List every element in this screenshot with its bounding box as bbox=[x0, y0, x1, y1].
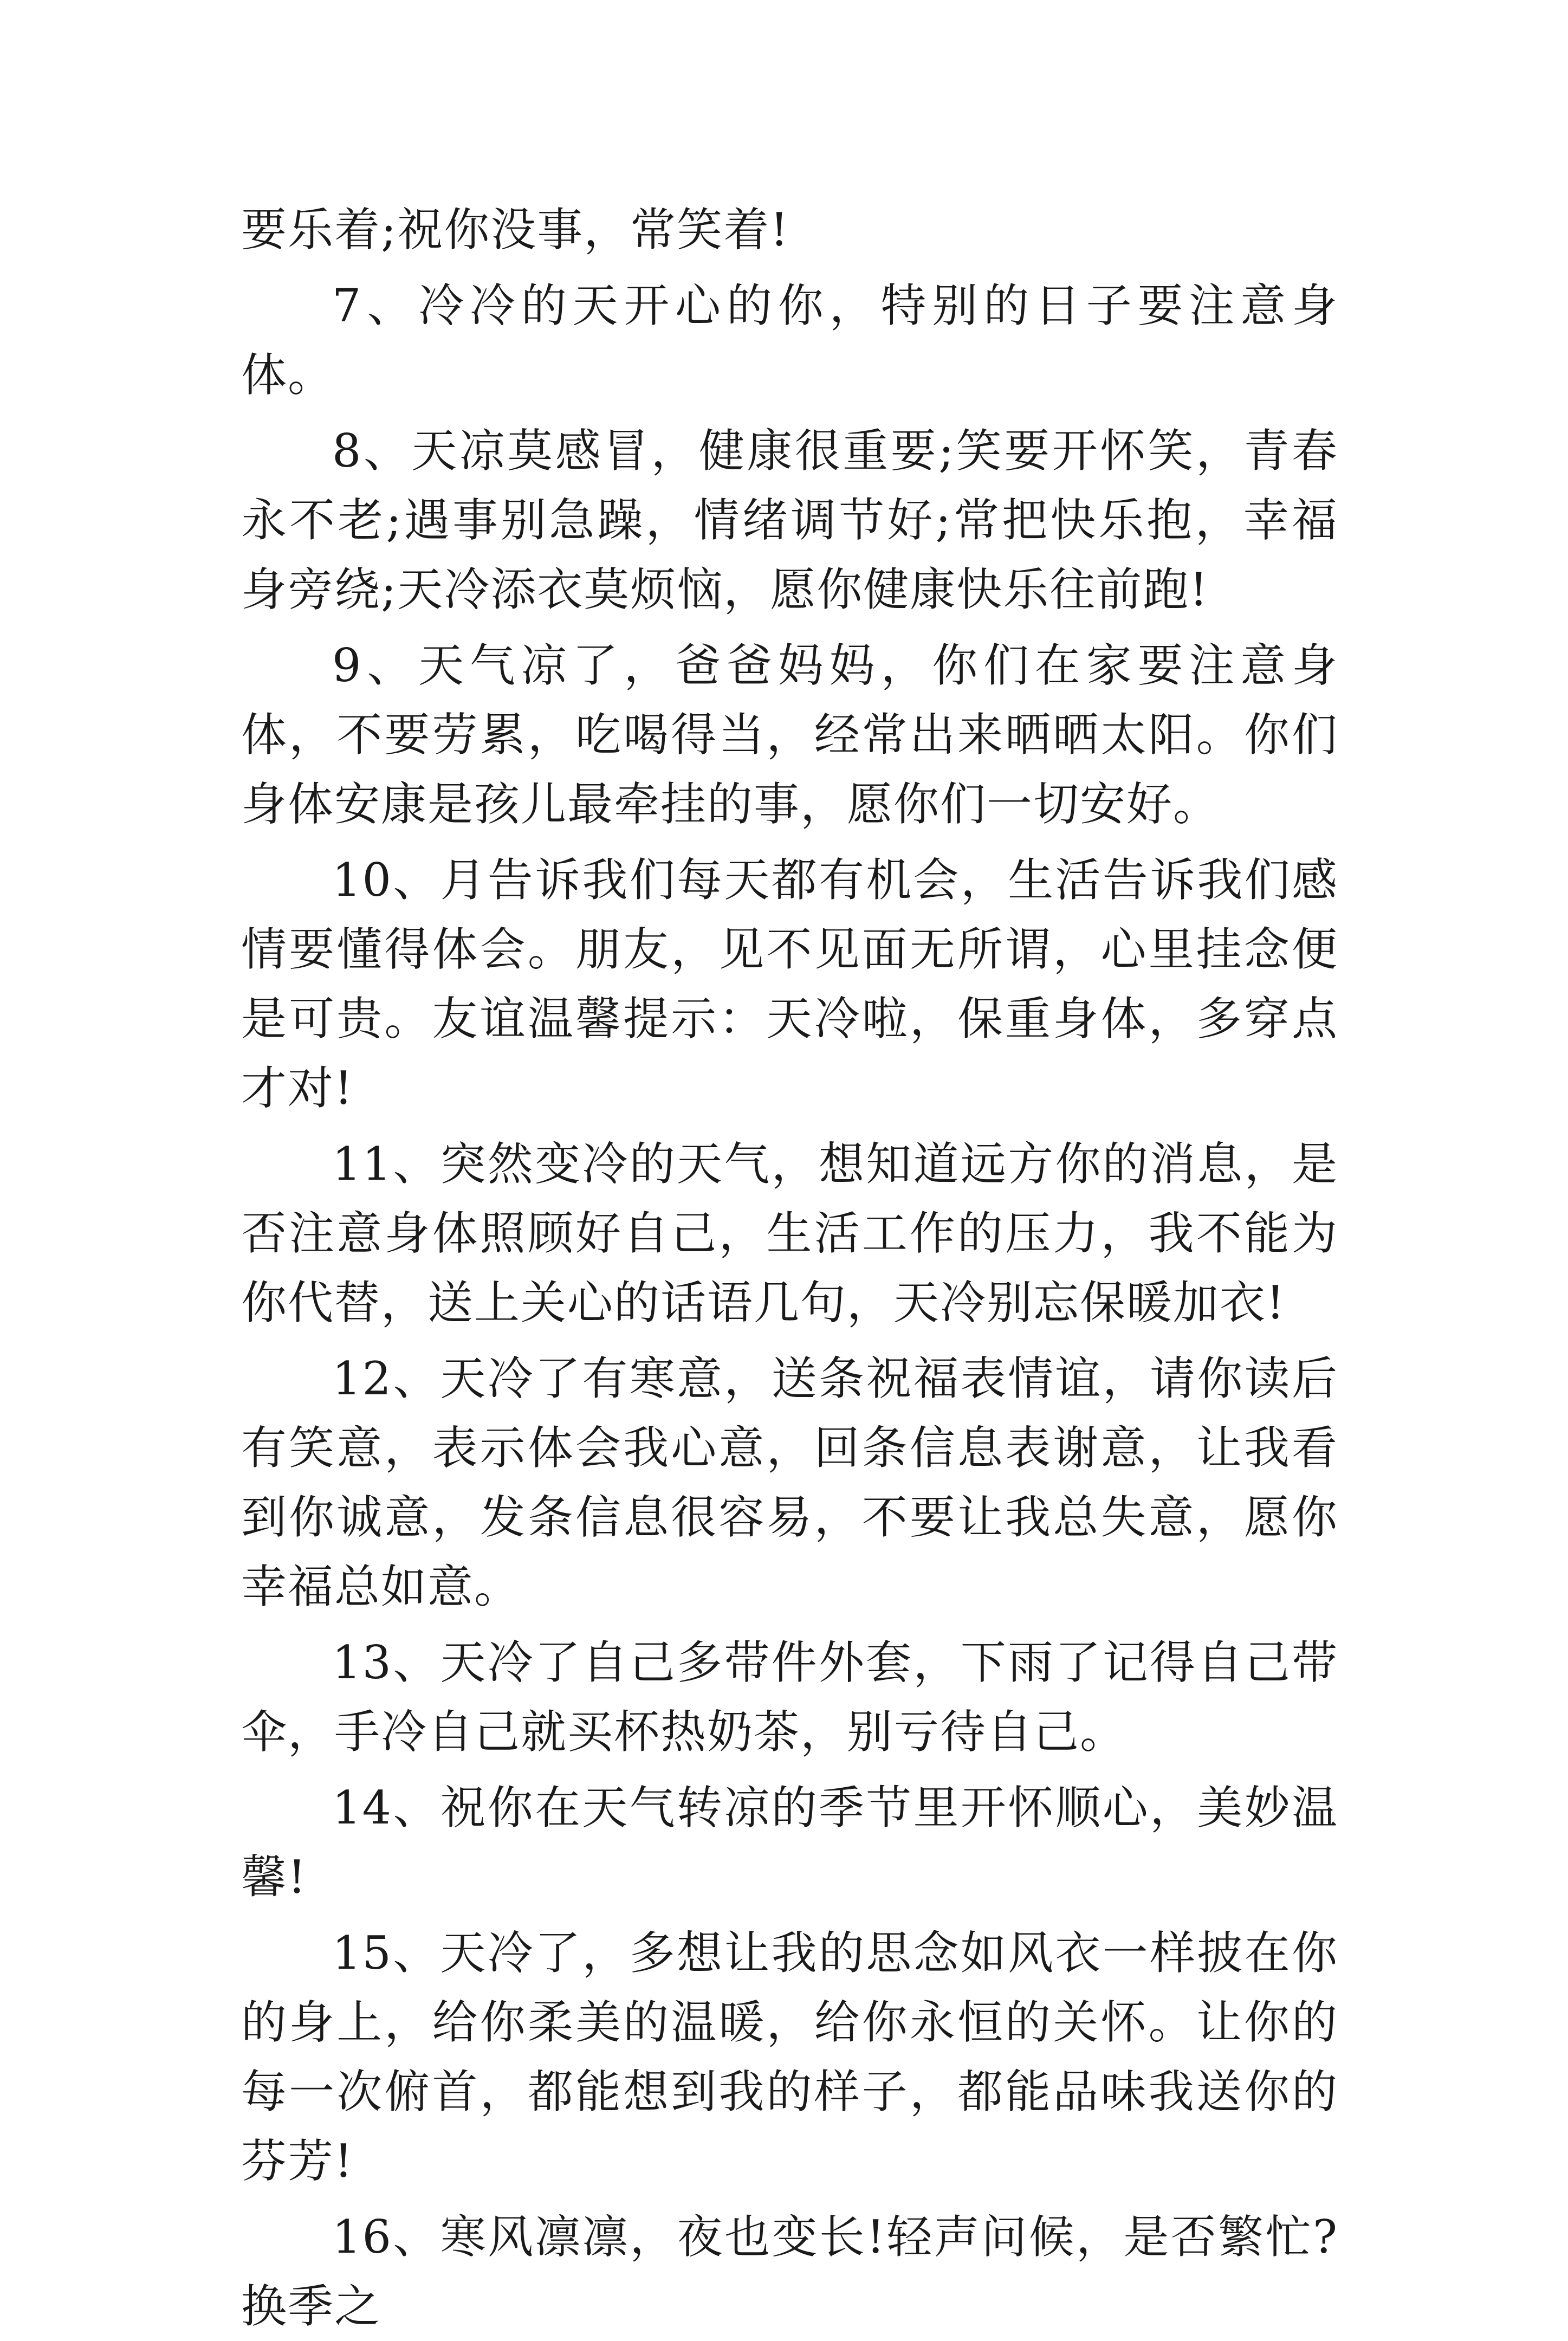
paragraph-item-9: 9、天气凉了，爸爸妈妈，你们在家要注意身体，不要劳累，吃喝得当，经常出来晒晒太阳。你们身体安康是孩儿最牵挂的事，愿你们一切安好。 bbox=[241, 639, 1338, 831]
paragraph-item-12: 12、天冷了有寒意，送条祝福表情谊，请你读后有笑意，表示体会我心意，回条信息表谢意，让我看到你诚意，发条信息很容易，不要让我总失意，愿你幸福总如意。 bbox=[241, 1352, 1338, 1613]
paragraph-item-8: 8、天凉莫感冒，健康很重要;笑要开怀笑，青春永不老;遇事别急躁，情绪调节好;常把快乐抱，幸福身旁绕;天冷添衣莫烦恼，愿你健康快乐往前跑! bbox=[241, 424, 1338, 616]
paragraph-item-10: 10、月告诉我们每天都有机会，生活告诉我们感情要懂得体会。朋友，见不见面无所谓，心里挂念便是可贵。友谊温馨提示：天冷啦，保重身体，多穿点才对! bbox=[241, 853, 1338, 1115]
paragraph-continuation: 要乐着;祝你没事，常笑着! bbox=[241, 203, 790, 256]
document-body bbox=[241, 195, 1338, 2341]
paragraph-item-11: 11、突然变冷的天气，想知道远方你的消息，是否注意身体照顾好自己，生活工作的压力，我不能为你代替，送上关心的话语几句，天冷别忘保暖加衣! bbox=[241, 1137, 1338, 1329]
paragraph-item-16: 16、寒风凛凛，夜也变长!轻声问候，是否繁忙?换季之 bbox=[241, 2210, 1338, 2333]
paragraph-item-13: 13、天冷了自己多带件外套，下雨了记得自己带伞，手冷自己就买杯热奶茶，别亏待自己。 bbox=[241, 1636, 1338, 1758]
paragraph-item-7: 7、冷冷的天开心的你，特别的日子要注意身体。 bbox=[241, 279, 1338, 402]
paragraph-item-15: 15、天冷了，多想让我的思念如风衣一样披在你的身上，给你柔美的温暖，给你永恒的关怀。让你的每一次俯首，都能想到我的样子，都能品味我送你的芬芳! bbox=[241, 1926, 1338, 2188]
paragraph-item-14: 14、祝你在天气转凉的季节里开怀顺心，美妙温馨! bbox=[241, 1781, 1338, 1904]
